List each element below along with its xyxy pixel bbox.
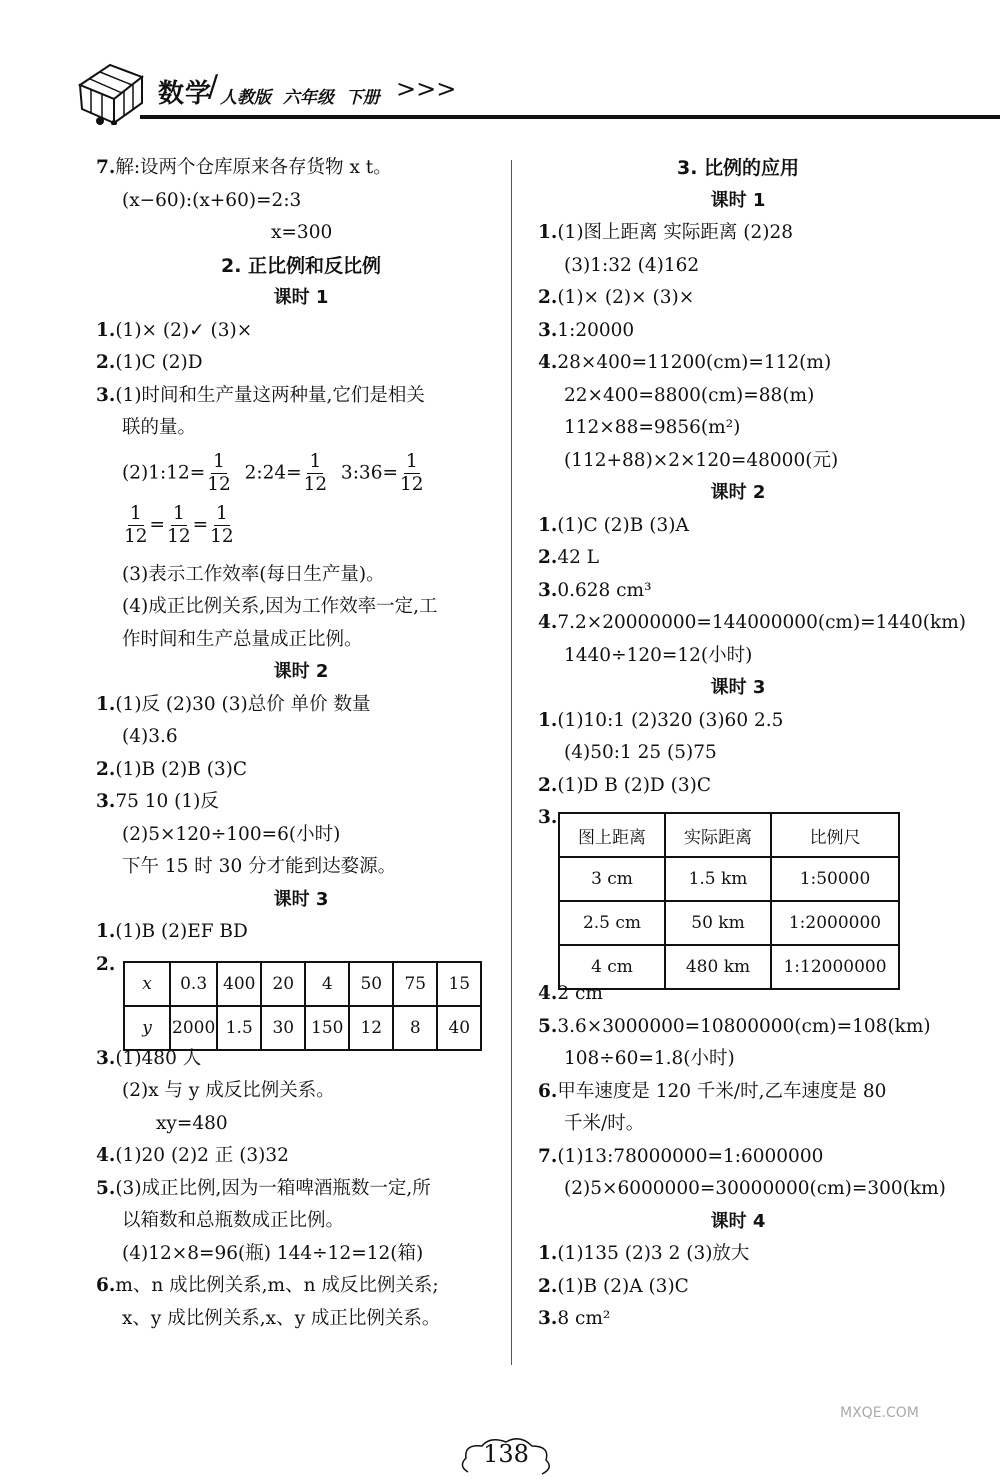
page-number: 138 xyxy=(483,1440,529,1468)
answer-item: 4.28×400=11200(cm)=112(m) xyxy=(538,352,832,373)
answer-item: 1.(1)× (2)✓ (3)× xyxy=(96,319,253,341)
answer-item: 3.0.628 cm³ xyxy=(538,579,652,601)
answer-item: 3.(1)时间和生产量这两种量,它们是相关 xyxy=(96,384,425,406)
answer-line: (2)x 与 y 成反比例关系。 xyxy=(122,1080,335,1101)
table-cell: 50 km xyxy=(665,901,771,945)
answer-item: 1.(1)10:1 (2)320 (3)60 2.5 xyxy=(538,709,784,731)
table-row xyxy=(124,962,481,1006)
answer-item: 1.(1)135 (2)3 2 (3)放大 xyxy=(538,1243,750,1264)
answer-item: 2.(1)× (2)× (3)× xyxy=(538,287,695,308)
table-header-cell: 实际距离 xyxy=(665,813,771,857)
table-cell: 480 km xyxy=(665,945,771,989)
fraction: $\frac{1}{12}$ xyxy=(207,450,231,495)
right-column xyxy=(538,152,966,1336)
table-cell: 30 xyxy=(261,1006,305,1050)
answer-item: 2.(1)B (2)A (3)C xyxy=(538,1275,689,1297)
header-subject: 数学 xyxy=(158,79,213,109)
table-cell: 1.5 km xyxy=(665,857,771,901)
table-cell: 1.5 xyxy=(217,1006,261,1050)
fraction: $\frac{1}{12}$ xyxy=(167,502,191,547)
lesson-title: 课时 2 xyxy=(273,661,329,682)
answer-item: 3.(1)480 人 xyxy=(96,1047,202,1069)
table-header-cell: 图上距离 xyxy=(559,813,665,857)
table-cell: 15 xyxy=(437,962,481,1006)
lesson-title: 课时 1 xyxy=(273,287,329,308)
answer-item: 3.1:20000 xyxy=(538,319,635,341)
answer-item: 3. xyxy=(538,807,558,828)
answer-line: (4)50:1 25 (5)75 xyxy=(564,742,717,763)
column-divider xyxy=(511,160,512,1365)
header-rule xyxy=(140,115,1000,119)
table-cell: 12 xyxy=(349,1006,393,1050)
answer-line: 下午 15 时 30 分才能到达婺源。 xyxy=(122,856,397,877)
table-cell: 75 xyxy=(393,962,437,1006)
fraction: $\frac{1}{12}$ xyxy=(210,502,234,547)
answer-item: 1.(1)B (2)EF BD xyxy=(96,921,248,942)
section-title: 3. 比例的应用 xyxy=(676,157,800,179)
answer-item: 3.75 10 (1)反 xyxy=(96,791,219,812)
answer-item: 6.m、n 成比例关系,m、n 成反比例关系; xyxy=(96,1275,439,1296)
table-cell: 2.5 cm xyxy=(559,901,665,945)
table-cell: 50 xyxy=(349,962,393,1006)
cube-logo-icon xyxy=(70,55,150,125)
lesson-title: 课时 2 xyxy=(710,482,766,503)
answer-line: (x−60):(x+60)=2:3 xyxy=(122,189,302,211)
answer-item: 4.7.2×20000000=144000000(cm)=1440(km) xyxy=(538,612,966,633)
answer-line: 22×400=8800(cm)=88(m) xyxy=(564,384,815,406)
lesson-title: 课时 4 xyxy=(710,1210,766,1232)
answer-line: (3)表示工作效率(每日生产量)。 xyxy=(122,563,385,585)
table-cell: 1:2000000 xyxy=(771,901,899,945)
answer-item: 4.(1)20 (2)2 正 (3)32 xyxy=(96,1145,289,1166)
answer-line: (4)成正比例关系,因为工作效率一定,工 xyxy=(122,596,438,617)
header-chevrons: >>> xyxy=(396,75,457,103)
answer-item: 2.(1)C (2)D xyxy=(96,352,203,373)
table-header-cell: x xyxy=(124,962,170,1006)
answer-item: 2. xyxy=(96,953,116,975)
answer-item: 3.8 cm² xyxy=(538,1308,611,1329)
table-row xyxy=(559,901,899,945)
watermark: MXQE.COM xyxy=(840,1405,919,1421)
answer-line: 联的量。 xyxy=(122,417,197,438)
fraction: $\frac{1}{12}$ xyxy=(399,450,424,495)
answer-line: (4)3.6 xyxy=(122,726,178,747)
answer-line: (112+88)×2×120=48000(元) xyxy=(564,449,839,471)
fraction-line: (2)1:12= $\frac{1}{12}$ 2:24= $\frac{1}{12}$ 3:36= $\frac{1}{12}$ xyxy=(122,450,424,495)
table-cell: 20 xyxy=(261,962,305,1006)
answer-line: x=300 xyxy=(271,222,333,243)
lesson-title: 课时 1 xyxy=(710,189,766,211)
table-cell: 4 cm xyxy=(559,945,665,989)
fraction: $\frac{1}{12}$ xyxy=(124,502,148,547)
table-row xyxy=(559,857,899,901)
table-cell: 3 cm xyxy=(559,857,665,901)
header-slash: / xyxy=(208,69,219,104)
fraction-line: $\frac{1}{12}$ = $\frac{1}{12}$ = $\frac{1}{12}$ xyxy=(124,502,234,547)
answer-line: 以箱数和总瓶数成正比例。 xyxy=(122,1210,345,1231)
table-cell: 4 xyxy=(305,962,349,1006)
answer-item: 5.(3)成正比例,因为一箱啤酒瓶数一定,所 xyxy=(96,1177,431,1199)
table-cell: 40 xyxy=(437,1006,481,1050)
answer-item: 4.2 cm xyxy=(538,983,603,1004)
answer-line: (2)5×6000000=30000000(cm)=300(km) xyxy=(564,1178,946,1199)
table-cell: 400 xyxy=(217,962,261,1006)
answer-item: 1.(1)反 (2)30 (3)总价 单价 数量 xyxy=(96,693,371,715)
answer-line: (2)5×120÷100=6(小时) xyxy=(122,823,341,845)
header-edition: 人教版 六年级 下册 xyxy=(220,88,380,108)
table-row xyxy=(124,1006,481,1050)
table-cell: 1:12000000 xyxy=(771,945,899,989)
table-cell: 150 xyxy=(305,1006,349,1050)
answer-line: 1440÷120=12(小时) xyxy=(564,644,753,666)
table-row xyxy=(559,945,899,989)
table-cell: 0.3 xyxy=(170,962,217,1006)
page-header xyxy=(70,55,940,125)
answer-q7: 7.解:设两个仓库原来各存货物 x t。 xyxy=(96,157,392,178)
left-column xyxy=(96,152,506,1335)
answer-item: 2.(1)D B (2)D (3)C xyxy=(538,774,712,796)
answer-item: 2.42 L xyxy=(538,547,600,568)
answer-line: 作时间和生产总量成正比例。 xyxy=(122,628,363,650)
answer-line: (3)1:32 (4)162 xyxy=(564,254,700,276)
section-title: 2. 正比例和反比例 xyxy=(220,254,382,277)
answer-item: 1.(1)图上距离 实际距离 (2)28 xyxy=(538,222,794,243)
table-row xyxy=(559,813,899,857)
answer-line: 112×88=9856(m²) xyxy=(564,417,741,438)
answer-line: xy=480 xyxy=(156,1112,228,1134)
table-header-cell: y xyxy=(124,1006,170,1050)
table-header-cell: 比例尺 xyxy=(771,813,899,857)
scale-table xyxy=(558,812,900,990)
fraction: $\frac{1}{12}$ xyxy=(303,450,328,495)
answer-line: x、y 成比例关系,x、y 成正比例关系。 xyxy=(122,1307,441,1329)
answer-line: 108÷60=1.8(小时) xyxy=(564,1048,735,1069)
answer-line: (4)12×8=96(瓶) 144÷12=12(箱) xyxy=(122,1242,424,1264)
answer-item: 7.(1)13:78000000=1:6000000 xyxy=(538,1145,824,1167)
lesson-title: 课时 3 xyxy=(710,677,766,698)
answer-item: 5.3.6×3000000=10800000(cm)=108(km) xyxy=(538,1015,931,1037)
table-cell: 1:50000 xyxy=(771,857,899,901)
answer-item: 6.甲车速度是 120 千米/时,乙车速度是 80 xyxy=(538,1080,887,1102)
xy-table xyxy=(123,961,482,1051)
table-cell: 8 xyxy=(393,1006,437,1050)
lesson-title: 课时 3 xyxy=(273,888,329,910)
answer-line: 千米/时。 xyxy=(564,1113,645,1134)
answer-item: 1.(1)C (2)B (3)A xyxy=(538,514,689,536)
answer-item: 2.(1)B (2)B (3)C xyxy=(96,758,248,780)
table-cell: 2000 xyxy=(170,1006,217,1050)
